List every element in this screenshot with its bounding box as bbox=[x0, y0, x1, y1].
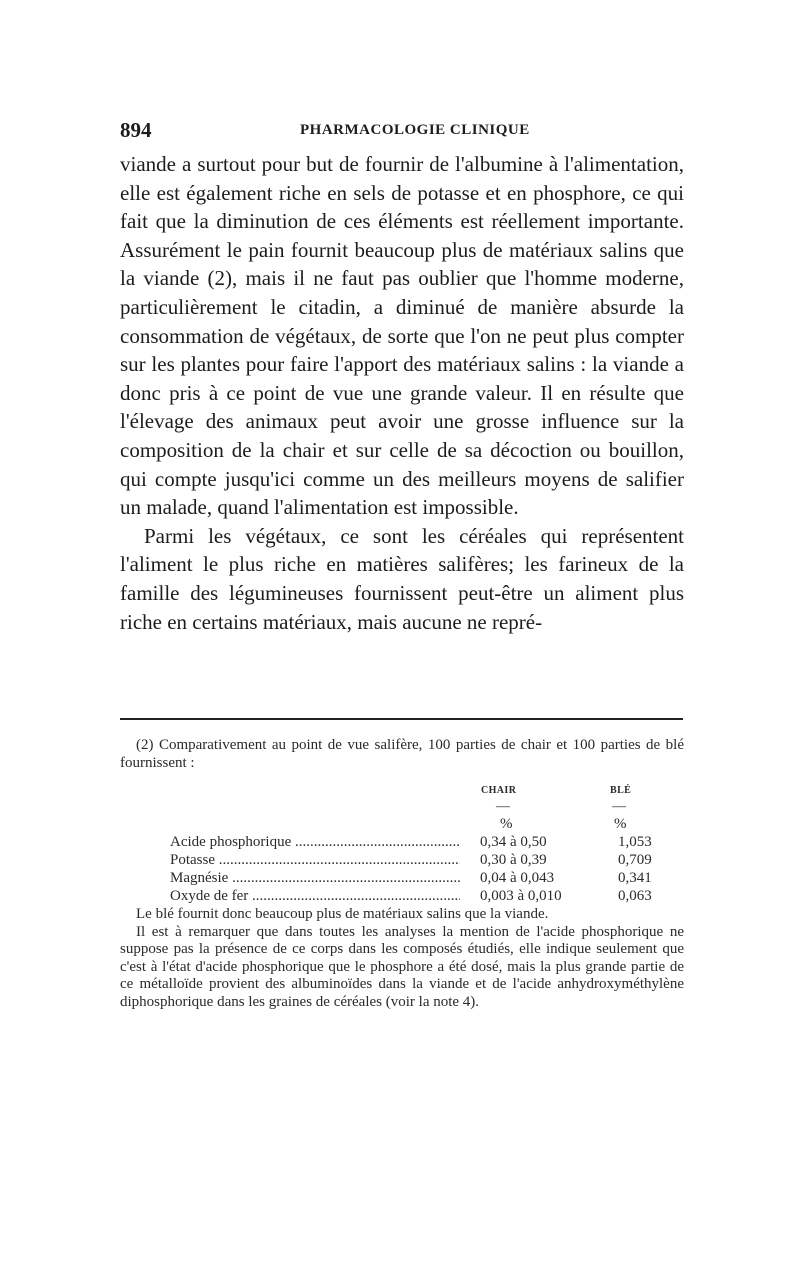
table-row bbox=[170, 870, 690, 888]
column-dash-ble: — bbox=[612, 799, 626, 814]
row-chair-value: 0,04 à 0,043 bbox=[480, 870, 555, 886]
row-label: Oxyde de fer ..... bbox=[170, 888, 460, 906]
row-label: Potasse ..... bbox=[170, 852, 460, 870]
row-chair-value: 0,30 à 0,39 bbox=[480, 852, 547, 868]
footnote-conclusion: Le blé fournit donc beaucoup plus de matériaux salins que la viande. bbox=[136, 906, 549, 922]
page-number: 894 bbox=[120, 118, 152, 142]
composition-table bbox=[120, 776, 684, 902]
column-header-chair: CHAIR bbox=[481, 785, 517, 796]
running-title: PHARMACOLOGIE CLINIQUE bbox=[300, 122, 530, 138]
table-row bbox=[170, 888, 690, 906]
footnote-separator bbox=[120, 718, 683, 720]
paragraph-2: Parmi les végétaux, ce sont les céréales qui représentent l'aliment le plus riche en matières salifères; les farineux de la famille des légumineuses fournissent peut-être un aliment plus riche en certains matériaux, mais aucune ne repré- bbox=[120, 523, 684, 634]
footnote-block bbox=[120, 737, 684, 1011]
column-dash-chair: — bbox=[496, 799, 510, 814]
column-header-ble: BLÉ bbox=[610, 785, 632, 796]
table-row bbox=[170, 852, 690, 870]
unit-chair: % bbox=[500, 816, 513, 832]
main-text bbox=[120, 150, 684, 636]
row-ble-value: 0,341 bbox=[618, 870, 652, 886]
paragraph-1: viande a surtout pour but de fournir de l'albumine à l'alimentation, elle est également riche en sels de potasse et en phosphore, ce qui fait que la diminution de ces éléments est réellement importante. Assurément le pain fournit beaucoup plus de matériaux salins que la viande (2), mais il ne faut pas oublier que l'homme moderne, particulièrement le citadin, a diminué de manière absurde la consommation de végétaux, de sorte que l'on ne peut plus compter sur les plantes pour faire l'apport des matériaux salins : la viande a donc pris à ce point de vue une grande valeur. Il en résulte que l'élevage des animaux peut avoir une grosse influence sur la composition de la chair et sur celle de sa décoction ou bouillon, qui compte jusqu'ici comme un des meilleurs moyens de salifier un malade, quand l'alimentation est impossible. bbox=[120, 152, 684, 520]
row-label: Acide phosphorique ..... bbox=[170, 834, 460, 852]
footnote-remark: Il est à remarquer que dans toutes les analyses la mention de l'acide phosphorique ne suppose pas la présence de ce corps dans les composés étudiés, elle indique seulement que c'est à l'état d'acide phosphorique que le phosphore a été dosé, mais la plus grande partie de ce métalloïde provient des albuminoïdes dans la viande et de l'acide anhydroxyméthylène diphosphorique dans les graines de céréales (voir la note 4). bbox=[120, 923, 684, 1010]
row-chair-value: 0,003 à 0,010 bbox=[480, 888, 562, 904]
row-ble-value: 0,063 bbox=[618, 888, 652, 904]
row-chair-value: 0,34 à 0,50 bbox=[480, 834, 547, 850]
unit-ble: % bbox=[614, 816, 627, 832]
footnote-intro: (2) Comparativement au point de vue salifère, 100 parties de chair et 100 parties de blé fournissent : bbox=[120, 737, 684, 771]
row-ble-value: 1,053 bbox=[618, 834, 652, 850]
row-ble-value: 0,709 bbox=[618, 852, 652, 868]
page-header bbox=[120, 118, 684, 144]
row-label: Magnésie ..... bbox=[170, 870, 460, 888]
table-row bbox=[170, 834, 690, 852]
